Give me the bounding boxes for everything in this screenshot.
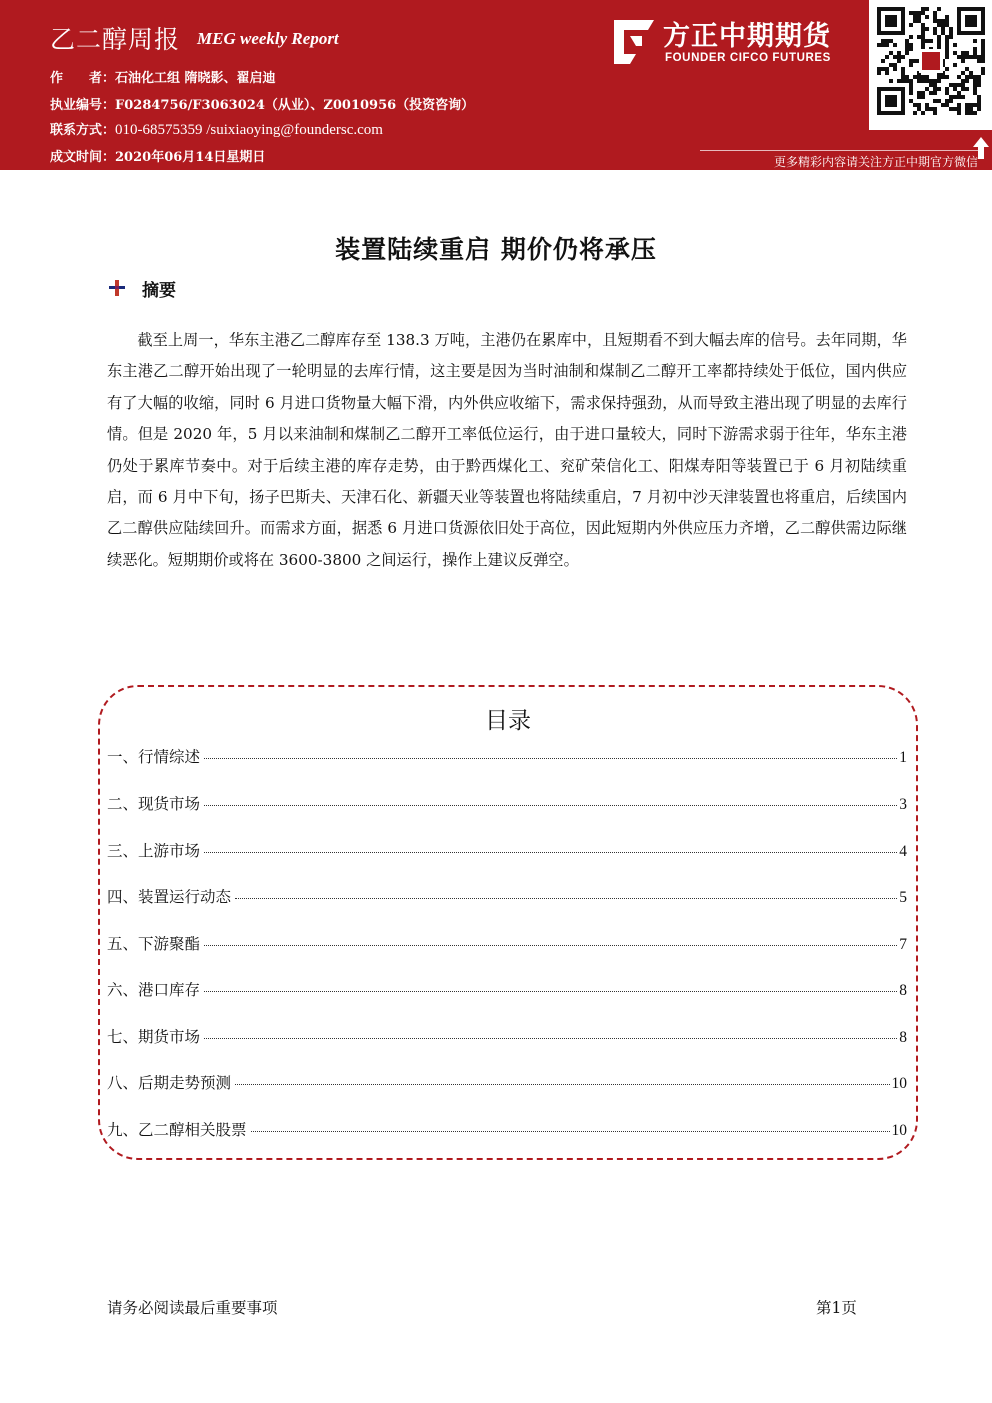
toc-item-page: 10 — [891, 1075, 907, 1092]
toc-item-label: 五、下游聚酯 — [107, 935, 201, 953]
qr-code-icon — [877, 7, 985, 123]
author-label: 作 者： — [50, 71, 116, 86]
toc-item[interactable] — [107, 1071, 907, 1097]
contact-value[interactable]: 010-68575359 /suixiaoying@foundersc.com — [115, 122, 383, 138]
summary-heading: 摘要 — [142, 281, 176, 301]
toc-item-page: 1 — [899, 749, 907, 766]
toc-leader — [235, 1084, 889, 1085]
toc-item[interactable] — [107, 792, 907, 818]
toc-leader — [204, 1038, 897, 1039]
date-value: 2020年06月14日星期日 — [115, 150, 266, 165]
toc-item-page: 7 — [899, 936, 907, 953]
toc-item-label: 二、现货市场 — [107, 795, 201, 813]
author-value: 石油化工组 隋晓影、翟启迪 — [115, 71, 276, 86]
footer-page-number: 第1页 — [816, 1299, 857, 1317]
toc-item-label: 九、乙二醇相关股票 — [107, 1121, 247, 1139]
toc-item-label: 一、行情综述 — [107, 748, 201, 766]
header-rule — [700, 150, 980, 151]
toc-item[interactable] — [107, 839, 907, 865]
license-line — [50, 94, 474, 113]
report-series-subtitle: MEG weekly Report — [197, 29, 339, 48]
toc-item[interactable] — [107, 978, 907, 1004]
report-series-title: 乙二醇周报 — [50, 25, 181, 54]
toc-item-label: 八、后期走势预测 — [107, 1074, 232, 1092]
brand-name-cn: 方正中期期货 — [663, 21, 831, 52]
toc-leader — [204, 805, 897, 806]
toc-item[interactable] — [107, 932, 907, 958]
brand-name-en: FOUNDER CIFCO FUTURES — [665, 52, 831, 64]
license-label: 执业编号： — [50, 98, 116, 113]
founder-logo-icon — [608, 18, 656, 66]
toc-item[interactable] — [107, 1118, 907, 1144]
toc-leader — [204, 945, 897, 946]
report-title: 装置陆续重启 期价仍将承压 — [335, 235, 657, 264]
toc-item-page: 4 — [899, 843, 907, 860]
author-line — [50, 67, 276, 86]
toc-item[interactable] — [107, 885, 907, 911]
toc-item-label: 六、港口库存 — [107, 981, 201, 999]
footer-disclaimer-note: 请务必阅读最后重要事项 — [107, 1299, 278, 1317]
contact-label: 联系方式： — [50, 123, 116, 138]
date-label: 成文时间： — [50, 150, 116, 165]
arrow-up-icon — [972, 136, 990, 160]
toc-item-page: 10 — [891, 1122, 907, 1139]
toc-item-page: 8 — [899, 982, 907, 999]
toc-leader — [204, 758, 897, 759]
license-value: F0284756/F3063024（从业）、Z0010956（投资咨询） — [115, 98, 475, 113]
toc-item[interactable] — [107, 745, 907, 771]
toc-item-page: 3 — [899, 796, 907, 813]
report-header — [0, 0, 992, 170]
toc-leader — [235, 898, 897, 899]
toc-item-page: 5 — [899, 889, 907, 906]
toc-item-label: 三、上游市场 — [107, 842, 201, 860]
toc-item-page: 8 — [899, 1029, 907, 1046]
toc-title: 目录 — [485, 708, 531, 734]
toc-leader — [251, 1131, 890, 1132]
toc-item-label: 四、装置运行动态 — [107, 888, 232, 906]
wechat-follow-note: 更多精彩内容请关注方正中期官方微信 — [773, 155, 978, 169]
brand-logo — [608, 14, 863, 72]
date-line — [50, 146, 265, 165]
contact-line — [50, 119, 383, 139]
diamond-bullet-icon — [108, 280, 126, 296]
summary-paragraph: 截至上周一，华东主港乙二醇库存至 138.3 万吨，主港仍在累库中，且短期看不到大幅去库的信号。去年同期，华东主港乙二醇开始出现了一轮明显的去库行情，这主要是因为当时油制和煤制乙二醇开工率都持续处于低位，国内供应有了大幅的收缩，同时 6 月进口货物量大幅下滑，内外供应收缩下，需求保持强劲，从而导致主港出现了明显的去库行情。但是 2020 年，5 月以来油制和煤制乙二醇开工率低位运行，由于进口量较大，同时下游需求弱于往年，华东主港仍处于累库节奏中。对于后续主港的库存走势，由于黔西煤化工、兖矿荣信化工、阳煤寿阳等装置已于 6 月初陆续重启，而 6 月中下旬，扬子巴斯夫、天津石化、新疆天业等装置也将陆续重启，7 月初中沙天津装置也将重启，后续国内乙二醇供应陆续回升。而需求方面，据悉 6 月进口货源依旧处于高位，因此短期内外供应压力齐增，乙二醇供需边际继续恶化。短期期价或将在 3600-3800 之间运行，操作上建议反弹空。 — [107, 331, 907, 569]
qr-code — [869, 0, 992, 130]
toc-leader — [204, 852, 897, 853]
toc-item[interactable] — [107, 1025, 907, 1051]
toc-leader — [204, 991, 897, 992]
toc-item-label: 七、期货市场 — [107, 1028, 201, 1046]
